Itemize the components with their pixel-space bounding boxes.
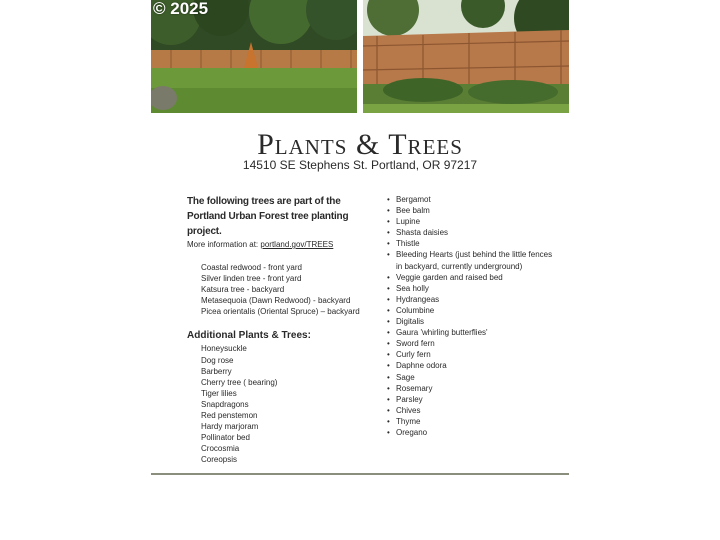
list-item: Crocosmia bbox=[201, 444, 240, 454]
bulleted-plant-list bbox=[387, 194, 557, 438]
list-item: • Sword fern bbox=[387, 338, 557, 349]
list-item: • Thistle bbox=[387, 238, 557, 249]
left-column bbox=[187, 194, 367, 466]
list-item: • Sea holly bbox=[387, 283, 557, 294]
list-item: Honeysuckle bbox=[201, 344, 247, 354]
bottom-divider bbox=[151, 473, 569, 475]
list-item: • Gaura 'whirling butterflies' bbox=[387, 327, 557, 338]
list-item: Metasequoia (Dawn Redwood) - backyard bbox=[201, 296, 351, 306]
list-item: Tiger lilies bbox=[201, 388, 237, 398]
list-item: Pollinator bed bbox=[201, 433, 250, 443]
list-item: • Digitalis bbox=[387, 316, 557, 327]
wood-fence-garden-photo bbox=[363, 0, 569, 113]
intro-text: The following trees are part of the Portland Urban Forest tree planting project. bbox=[187, 196, 349, 237]
more-info-prefix: More information at: bbox=[187, 240, 261, 249]
list-item: Dog rose bbox=[201, 355, 234, 365]
list-item: • Bee balm bbox=[387, 205, 557, 216]
trees-link[interactable]: portland.gov/TREES bbox=[260, 240, 334, 249]
list-item: • Bergamot bbox=[387, 194, 557, 205]
list-item: Katsura tree - backyard bbox=[201, 285, 285, 295]
list-item: • Shasta daisies bbox=[387, 227, 557, 238]
list-item: • Sage bbox=[387, 372, 557, 383]
list-item: • Hydrangeas bbox=[387, 294, 557, 305]
list-item: Silver linden tree - front yard bbox=[201, 274, 302, 284]
page-title: Plants & Trees bbox=[257, 128, 463, 161]
list-item: • Bleeding Hearts (just behind the little fences in backyard, currently underground) bbox=[387, 249, 557, 271]
list-item: • Daphne odora bbox=[387, 360, 557, 371]
list-item: • Chives bbox=[387, 405, 557, 416]
list-item: Cherry tree ( bearing) bbox=[201, 377, 278, 387]
list-item: Snapdragons bbox=[201, 399, 249, 409]
list-item: • Rosemary bbox=[387, 383, 557, 394]
list-item: Red penstemon bbox=[201, 411, 258, 421]
list-item: Picea orientalis (Oriental Spruce) – backyard bbox=[201, 307, 360, 317]
tree-list bbox=[187, 262, 367, 317]
list-item: • Curly fern bbox=[387, 349, 557, 360]
list-item: Hardy marjoram bbox=[201, 422, 259, 432]
right-column bbox=[387, 194, 557, 438]
photo-strip bbox=[151, 0, 569, 113]
list-item: Coastal redwood - front yard bbox=[201, 263, 302, 272]
list-item: • Oregano bbox=[387, 427, 557, 438]
list-item: • Veggie garden and raised bed bbox=[387, 272, 557, 283]
additional-plant-list bbox=[187, 343, 367, 465]
list-item: • Parsley bbox=[387, 394, 557, 405]
additional-heading: Additional Plants & Trees: bbox=[187, 330, 311, 342]
list-item: • Thyme bbox=[387, 416, 557, 427]
more-info-line bbox=[187, 239, 367, 251]
list-item: Coreopsis bbox=[201, 455, 238, 465]
list-item: Barberry bbox=[201, 366, 232, 376]
address: 14510 SE Stephens St. Portland, OR 97217 bbox=[242, 158, 478, 172]
copyright-watermark: © 2025 bbox=[153, 0, 209, 18]
list-item: • Lupine bbox=[387, 216, 557, 227]
list-item: • Columbine bbox=[387, 305, 557, 316]
